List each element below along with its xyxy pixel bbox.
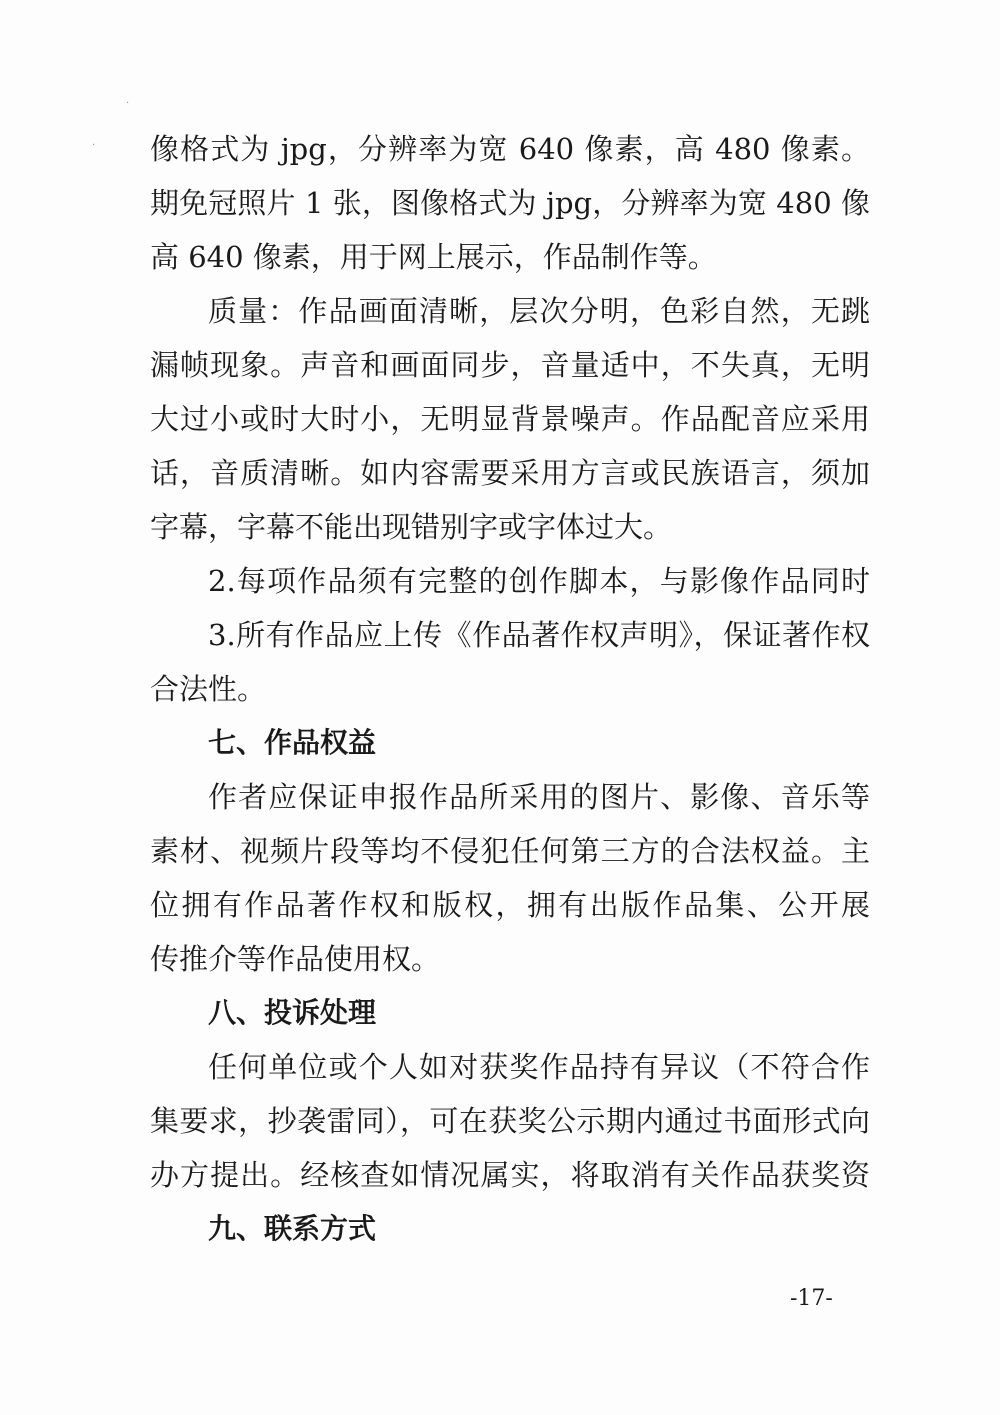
- page-number: -17-: [790, 1286, 833, 1311]
- text-line: 素材、视频片段等均不侵犯任何第三方的合法权益。主: [150, 834, 870, 868]
- scan-speck: ·: [92, 140, 96, 151]
- paragraph: [150, 554, 870, 608]
- document-body: [150, 122, 870, 1256]
- text-line: 位拥有作品著作权和版权，拥有出版作品集、公开展: [150, 888, 870, 922]
- section-heading: 八、投诉处理: [208, 996, 377, 1029]
- text-line: 合法性。: [150, 672, 267, 706]
- paragraph: [150, 770, 870, 986]
- text-line: 漏帧现象。声音和画面同步，音量适中，不失真，无明: [150, 348, 870, 382]
- paragraph: [150, 1040, 870, 1202]
- text-line: 办方提出。经核查如情况属实，将取消有关作品获奖资: [150, 1158, 870, 1192]
- text-line: 高 640 像素，用于网上展示，作品制作等。: [150, 240, 717, 274]
- text-line: 3.所有作品应上传《作品著作权声明》，保证著作权: [208, 618, 870, 652]
- text-line: 任何单位或个人如对获奖作品持有异议（不符合作: [208, 1050, 870, 1084]
- text-line: 传推介等作品使用权。: [150, 942, 441, 976]
- paragraph: [150, 608, 870, 716]
- text-line: 作者应保证申报作品所采用的图片、影像、音乐等: [208, 780, 870, 814]
- text-line: 字幕，字幕不能出现错别字或字体过大。: [150, 510, 673, 544]
- text-line: 大过小或时大时小，无明显背景噪声。作品配音应采用: [150, 402, 870, 436]
- text-line: 2.每项作品须有完整的创作脚本，与影像作品同时: [208, 564, 870, 598]
- section-heading: 七、作品权益: [208, 726, 377, 759]
- text-line: 质量：作品画面清晰，层次分明，色彩自然，无跳: [208, 294, 870, 328]
- paragraph: [150, 122, 870, 284]
- text-line: 期免冠照片 1 张，图像格式为 jpg，分辨率为宽 480 像: [150, 186, 870, 220]
- section-heading: 九、联系方式: [208, 1212, 377, 1245]
- text-line: 像格式为 jpg，分辨率为宽 640 像素，高 480 像素。: [150, 132, 870, 166]
- text-line: 话，音质清晰。如内容需要采用方言或民族语言，须加: [150, 456, 870, 490]
- paragraph: [150, 284, 870, 554]
- text-line: 集要求，抄袭雷同），可在获奖公示期内通过书面形式向: [150, 1104, 870, 1138]
- scan-speck: ·: [126, 98, 130, 109]
